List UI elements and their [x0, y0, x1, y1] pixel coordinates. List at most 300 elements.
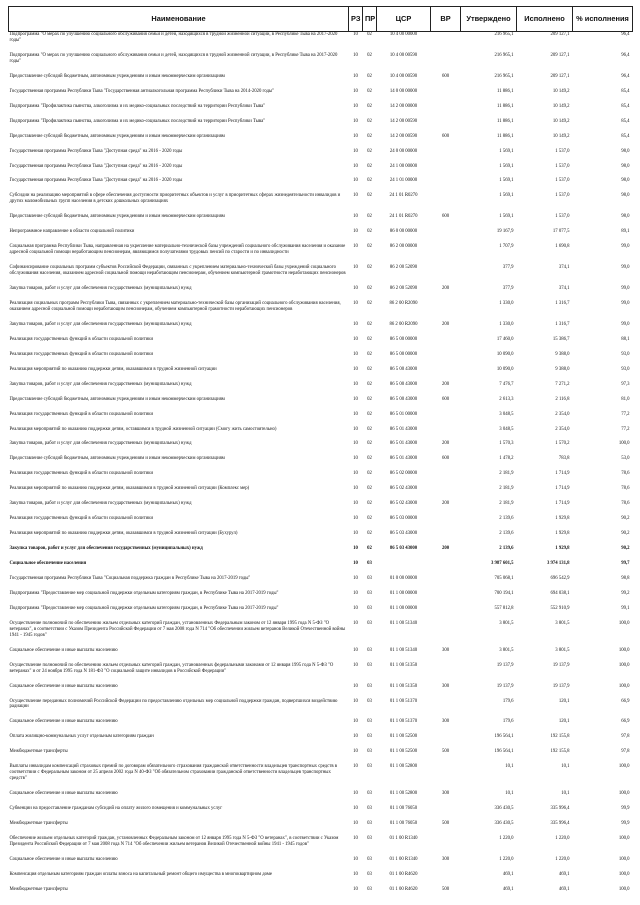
- row-name: Межбюджетные трансферты: [9, 749, 68, 755]
- row-executed: 1 537,0: [555, 193, 570, 199]
- row-vr: 300: [441, 791, 450, 797]
- row-percent: 100,0: [618, 647, 630, 653]
- row-name: Подпрограмма "Предоставление мер социальной поддержки отдельным категориям граждан, в Республике Тыва на 2017-2019 годы": [9, 591, 279, 597]
- row-csr: 86 5 03 43000: [389, 531, 418, 537]
- row-rz: 10: [353, 118, 358, 124]
- row-name: Обеспечение жильем отдельных категорий граждан, установленных Федеральным законом от 12 января 1995 года N 5-ФЗ "О ветеранах", в соответствии с Указом Президента Российской Федерации от 7 мая 2008 года N 714 "Об обеспечении жильем ветеранов Великой Отечественной войны 1941 - 1945 годов": [9, 835, 339, 847]
- row-name: Государственная программа Республики Тыва "Доступная среда" на 2016 - 2020 годы: [9, 178, 183, 184]
- table-row: [9, 591, 633, 606]
- row-pr: 02: [367, 381, 372, 387]
- row-vr: [431, 89, 461, 104]
- row-approved: 11 886,1: [497, 103, 514, 109]
- row-csr: 86 5 02 43000: [389, 501, 418, 507]
- row-vr: [431, 663, 461, 684]
- row-pr: 02: [367, 441, 372, 447]
- row-pr: 03: [367, 821, 372, 826]
- row-percent: 81,0: [621, 396, 630, 402]
- row-name: Субвенции на предоставление гражданам субсидий на оплату жилого помещения и коммунальных услуг: [9, 806, 223, 812]
- row-csr: 01 1 00 51370: [389, 719, 418, 725]
- row-pr: 03: [367, 835, 372, 841]
- row-name: Реализация мероприятий по оказанию поддержки детям, оставшимся в трудной жизненной ситуации (Смогу жить самостоятельно): [9, 426, 277, 432]
- row-percent: 100,0: [618, 886, 630, 892]
- table-row: [9, 286, 633, 301]
- row-pr: 02: [367, 133, 372, 139]
- row-name: Подпрограмма "О мерах по улучшению социального обслуживания семьи и детей, находящихся в трудной жизненной ситуации, в Республике Тыва на 2017-2020 годы": [9, 52, 338, 64]
- row-name: Закупка товаров, работ и услуг для обеспечения государственных (муниципальных) нужд: [9, 546, 203, 552]
- row-name: Предоставление субсидий бюджетным, автономным учреждениям и иным некоммерческим организациям: [9, 133, 225, 139]
- row-csr: 14 2 00 00590: [389, 133, 418, 139]
- row-approved: 19 137,9: [496, 662, 514, 668]
- table-row: [9, 531, 633, 546]
- row-rz: 10: [353, 411, 358, 417]
- row-approved: 216 965,1: [494, 52, 514, 58]
- row-percent: 96,4: [621, 52, 630, 58]
- row-pr: 03: [367, 561, 372, 567]
- row-rz: 10: [353, 214, 358, 220]
- table-row: [9, 104, 633, 119]
- row-percent: 100,0: [618, 871, 630, 877]
- row-percent: 99,9: [621, 821, 630, 826]
- row-approved: 2 139,6: [499, 546, 514, 552]
- row-percent: 99,0: [621, 285, 630, 291]
- row-executed: 1 690,8: [555, 244, 570, 250]
- row-csr: 86 0 00 00000: [389, 229, 418, 235]
- row-name: Осуществление полномочий по обеспечению жильем отдельных категорий граждан, установленных федеральными законами от 12 января 1995 года N 5-ФЗ "О ветеранах" и от 24 ноября 1995 года N 181-ФЗ "О социальной защите инвалидов в Российской Федерации": [9, 662, 334, 674]
- row-pr: 02: [367, 118, 372, 124]
- row-pr: 02: [367, 411, 372, 417]
- row-name: Реализация государственных функций в области социальной политики: [9, 351, 154, 357]
- row-pr: 02: [367, 244, 372, 250]
- row-executed: 374,1: [558, 265, 570, 271]
- row-rz: 10: [353, 647, 358, 653]
- row-approved: 7 476,7: [499, 381, 514, 387]
- row-pr: 03: [367, 734, 372, 740]
- row-executed: 552 910,9: [550, 606, 570, 612]
- row-executed: 10 149,2: [552, 118, 570, 124]
- row-vr: 300: [441, 856, 450, 862]
- row-name: Закупка товаров, работ и услуг для обеспечения государственных (муниципальных) нужд: [9, 381, 192, 387]
- row-percent: 85,4: [621, 133, 630, 139]
- row-pr: 03: [367, 764, 372, 770]
- header-name: Наименование: [9, 7, 349, 32]
- row-pr: 02: [367, 351, 372, 357]
- table-row: [9, 134, 633, 149]
- row-rz: 10: [353, 546, 358, 552]
- row-rz: 10: [353, 163, 358, 169]
- row-rz: 10: [353, 791, 358, 797]
- row-name: Закупка товаров, работ и услуг для обеспечения государственных (муниципальных) нужд: [9, 441, 192, 447]
- row-approved: 1 330,0: [499, 321, 514, 327]
- row-name: Закупка товаров, работ и услуг для обеспечения государственных (муниципальных) нужд: [9, 321, 192, 327]
- header-executed: Исполнено: [517, 7, 573, 32]
- row-approved: 10 090,0: [496, 351, 514, 357]
- row-pr: 02: [367, 193, 372, 199]
- row-approved: 557 812,8: [494, 606, 514, 612]
- row-rz: 10: [353, 591, 358, 597]
- row-rz: 10: [353, 662, 358, 668]
- table-row: [9, 412, 633, 427]
- table-row: [9, 441, 633, 456]
- row-percent: 90,2: [621, 516, 630, 522]
- row-name: Реализация государственных функций в области социальной политики: [9, 516, 154, 522]
- row-vr: [431, 699, 461, 720]
- row-executed: 1 537,0: [555, 163, 570, 169]
- row-name: Предоставление субсидий бюджетным, автономным учреждениям и иным некоммерческим организациям: [9, 396, 225, 402]
- row-pr: 03: [367, 621, 372, 627]
- header-vr: ВР: [431, 7, 461, 32]
- row-executed: 2 354,0: [555, 411, 570, 417]
- row-rz: 10: [353, 698, 358, 704]
- table-row: [9, 749, 633, 764]
- header-pr: ПР: [363, 7, 377, 32]
- row-rz: 10: [353, 244, 358, 250]
- row-csr: 24 1 00 00000: [389, 163, 418, 169]
- row-csr: 24 1 01 R0270: [389, 193, 418, 199]
- row-vr: [431, 621, 461, 648]
- row-executed: 469,1: [558, 886, 570, 892]
- header-percent: % исполнения: [573, 7, 633, 32]
- row-rz: 10: [353, 856, 358, 862]
- row-rz: 10: [353, 52, 358, 58]
- row-vr: [431, 561, 461, 576]
- row-rz: 10: [353, 719, 358, 725]
- table-row: [9, 322, 633, 337]
- row-vr: 600: [441, 133, 450, 139]
- row-pr: 03: [367, 647, 372, 653]
- row-approved: 19 167,9: [496, 229, 514, 235]
- row-pr: 02: [367, 148, 372, 154]
- row-executed: 469,1: [558, 871, 570, 877]
- row-rz: 10: [353, 285, 358, 291]
- row-csr: 01 1 00 00000: [389, 591, 418, 597]
- row-pr: 03: [367, 806, 372, 812]
- table-row: [9, 501, 633, 516]
- row-vr: [431, 836, 461, 857]
- row-name: Подпрограмма "Профилактика пьянства, алкоголизма и их медико-социальных последствий на территории Республики Тыва": [9, 118, 266, 124]
- row-csr: 01 1 00 52800: [389, 764, 418, 770]
- row-approved: 336 430,5: [494, 821, 514, 826]
- row-pr: 02: [367, 300, 372, 306]
- row-executed: 10 149,2: [552, 103, 570, 109]
- table-row: [9, 244, 633, 265]
- row-percent: 99,9: [621, 806, 630, 812]
- row-csr: 86 5 00 43000: [389, 381, 418, 387]
- row-approved: 216 965,1: [494, 32, 514, 37]
- table-row: [9, 301, 633, 322]
- row-pr: 02: [367, 366, 372, 372]
- row-executed: 696 542,9: [550, 576, 570, 582]
- row-percent: 96,4: [621, 73, 630, 79]
- row-executed: 1 929,8: [555, 546, 570, 552]
- row-vr: [431, 301, 461, 322]
- row-executed: 1 714,9: [555, 471, 570, 477]
- row-rz: 10: [353, 486, 358, 492]
- row-vr: [431, 119, 461, 134]
- row-csr: 01 1 00 51340: [389, 621, 418, 627]
- row-rz: 10: [353, 606, 358, 612]
- row-executed: 120,1: [558, 719, 570, 725]
- row-rz: 10: [353, 683, 358, 689]
- row-approved: 2 181,9: [499, 486, 514, 492]
- row-executed: 19 137,9: [552, 683, 570, 689]
- row-executed: 1 537,0: [555, 214, 570, 220]
- row-vr: 200: [441, 321, 450, 327]
- row-pr: 03: [367, 871, 372, 877]
- row-pr: 03: [367, 791, 372, 797]
- row-csr: 14 2 00 00000: [389, 103, 418, 109]
- row-percent: 99,2: [621, 591, 630, 597]
- row-percent: 98,0: [621, 193, 630, 199]
- row-csr: 01 1 00 52500: [389, 749, 418, 755]
- row-executed: 1 929,8: [555, 516, 570, 522]
- row-executed: 1 316,7: [555, 300, 570, 306]
- row-csr: 01 1 00 00000: [389, 606, 418, 612]
- row-executed: 10 149,2: [552, 88, 570, 94]
- table-row: [9, 606, 633, 621]
- table-header-row: [9, 7, 633, 32]
- row-pr: 03: [367, 698, 372, 704]
- row-pr: 03: [367, 719, 372, 725]
- row-rz: 10: [353, 88, 358, 94]
- table-row: [9, 32, 633, 53]
- row-executed: 1 537,0: [555, 148, 570, 154]
- row-percent: 85,4: [621, 88, 630, 94]
- row-vr: [431, 516, 461, 531]
- row-rz: 10: [353, 531, 358, 537]
- row-rz: 10: [353, 193, 358, 199]
- row-name: Подпрограмма "Предоставление мер социальной поддержки отдельным категориям граждан, в Республике Тыва на 2017-2019 годы": [9, 606, 279, 612]
- row-executed: 3 974 131,8: [546, 561, 570, 567]
- table-row: [9, 382, 633, 397]
- header-approved: Утверждено: [461, 7, 517, 32]
- row-percent: 99,7: [621, 561, 630, 567]
- row-approved: 1 707,9: [499, 244, 514, 250]
- row-approved: 11 886,1: [497, 88, 514, 94]
- row-percent: 97,8: [621, 749, 630, 755]
- row-vr: 600: [441, 396, 450, 402]
- row-pr: 02: [367, 471, 372, 477]
- table-row: [9, 546, 633, 561]
- row-percent: 100,0: [618, 835, 630, 841]
- row-csr: 86 5 00 00000: [389, 336, 418, 342]
- row-name: Предоставление субсидий бюджетным, автономным учреждениям и иным некоммерческим организациям: [9, 214, 225, 220]
- row-vr: 300: [441, 719, 450, 725]
- row-rz: 10: [353, 178, 358, 184]
- row-percent: 53,0: [621, 456, 630, 462]
- row-vr: [431, 412, 461, 427]
- row-percent: 98,8: [621, 576, 630, 582]
- row-executed: 17 077,5: [552, 229, 570, 235]
- row-rz: 10: [353, 396, 358, 402]
- row-pr: 02: [367, 163, 372, 169]
- row-csr: 01 1 00 R4620: [389, 871, 418, 877]
- row-name: Государственная программа Республики Тыва "Социальная поддержка граждан в Республике Тыва на 2017-2019 годы": [9, 576, 251, 582]
- table-row: [9, 486, 633, 501]
- table-row: [9, 471, 633, 486]
- row-name: Государственная программа Республики Тыва "Государственная антиалкогольная программа Республики Тыва на 2014-2020 годы": [9, 88, 275, 94]
- table-row: [9, 427, 633, 442]
- row-approved: 1 569,1: [499, 178, 514, 184]
- row-rz: 10: [353, 32, 358, 37]
- row-executed: 209 127,1: [550, 73, 570, 79]
- table-row: [9, 764, 633, 791]
- row-executed: 192 155,8: [550, 749, 570, 755]
- row-approved: 469,1: [502, 871, 514, 877]
- row-percent: 66,9: [621, 698, 630, 704]
- row-executed: 1 570,2: [555, 441, 570, 447]
- row-vr: 600: [441, 456, 450, 462]
- row-percent: 78,6: [621, 501, 630, 507]
- row-vr: 600: [441, 73, 450, 79]
- row-percent: 99,0: [621, 321, 630, 327]
- row-vr: 500: [441, 749, 450, 755]
- table-row: [9, 352, 633, 367]
- row-csr: 01 1 00 51350: [389, 683, 418, 689]
- row-approved: 1 570,3: [499, 441, 514, 447]
- row-name: Социальное обеспечение и иные выплаты населению: [9, 683, 118, 689]
- row-approved: 336 430,5: [494, 806, 514, 812]
- row-executed: 209 127,1: [550, 32, 570, 37]
- row-vr: [431, 591, 461, 606]
- row-rz: 10: [353, 734, 358, 740]
- row-percent: 77,2: [621, 426, 630, 432]
- row-csr: 86 5 00 43000: [389, 366, 418, 372]
- row-rz: 10: [353, 265, 358, 271]
- row-vr: [431, 149, 461, 164]
- row-pr: 02: [367, 52, 372, 58]
- row-percent: 100,0: [618, 662, 630, 668]
- row-percent: 99,0: [621, 300, 630, 306]
- row-rz: 10: [353, 366, 358, 372]
- row-pr: 02: [367, 265, 372, 271]
- row-csr: 01 0 00 00000: [389, 576, 418, 582]
- row-pr: 02: [367, 229, 372, 235]
- row-approved: 3 987 601,5: [490, 561, 514, 567]
- row-vr: 500: [441, 886, 450, 892]
- row-name: Оплата жилищно-коммунальных услуг отдельным категориям граждан: [9, 734, 154, 740]
- row-percent: 97,8: [621, 734, 630, 740]
- row-executed: 1 537,0: [555, 178, 570, 184]
- row-percent: 100,0: [618, 621, 630, 627]
- row-approved: 1 569,1: [499, 214, 514, 220]
- row-executed: 9 388,0: [555, 366, 570, 372]
- table-row: [9, 397, 633, 412]
- row-rz: 10: [353, 456, 358, 462]
- row-csr: 24 1 01 00000: [389, 178, 418, 184]
- row-executed: 3 801,5: [555, 621, 570, 627]
- row-pr: 02: [367, 501, 372, 507]
- row-rz: 10: [353, 300, 358, 306]
- row-approved: 196 564,1: [494, 749, 514, 755]
- row-name: Реализация государственных функций в области социальной политики: [9, 471, 154, 477]
- row-vr: [431, 486, 461, 501]
- row-vr: 200: [441, 501, 450, 507]
- row-approved: 377,9: [502, 285, 514, 291]
- row-pr: 03: [367, 606, 372, 612]
- row-executed: 1 220,0: [555, 856, 570, 862]
- row-executed: 19 137,9: [552, 662, 570, 668]
- row-approved: 2 181,9: [499, 471, 514, 477]
- row-rz: 10: [353, 73, 358, 79]
- row-percent: 78,6: [621, 471, 630, 477]
- row-percent: 88,1: [621, 336, 630, 342]
- row-name: Субсидии на реализацию мероприятий в сфере обеспечения доступности приоритетных объектов и услуг в приоритетных сферах жизнедеятельности инвалидов и других маломобильных групп населения в детских дошкольных организациях: [9, 193, 341, 205]
- row-csr: 86 5 01 00000: [389, 411, 418, 417]
- row-executed: 192 155,8: [550, 734, 570, 740]
- row-percent: 100,0: [618, 441, 630, 447]
- row-executed: 1 714,9: [555, 501, 570, 507]
- row-approved: 1 330,0: [499, 300, 514, 306]
- row-approved: 2 181,9: [499, 501, 514, 507]
- row-rz: 10: [353, 321, 358, 327]
- row-pr: 03: [367, 749, 372, 755]
- row-percent: 99,0: [621, 244, 630, 250]
- table-row: [9, 621, 633, 648]
- row-approved: 10,1: [505, 764, 514, 770]
- row-vr: 200: [441, 381, 450, 387]
- row-approved: 469,1: [502, 886, 514, 892]
- table-row: [9, 561, 633, 576]
- row-approved: 1 569,1: [499, 193, 514, 199]
- row-vr: 200: [441, 546, 450, 552]
- row-pr: 03: [367, 576, 372, 582]
- table-row: [9, 149, 633, 164]
- row-approved: 377,9: [502, 265, 514, 271]
- row-csr: 86 5 02 00000: [389, 471, 418, 477]
- row-csr: 86 5 03 00000: [389, 516, 418, 522]
- row-csr: 01 1 00 76050: [389, 821, 418, 826]
- row-csr: 86 5 01 43000: [389, 441, 418, 447]
- table-body: [9, 32, 633, 902]
- row-name: Предоставление субсидий бюджетным, автономным учреждениям и иным некоммерческим организациям: [9, 456, 225, 462]
- row-pr: 02: [367, 178, 372, 184]
- row-pr: 02: [367, 456, 372, 462]
- table-row: [9, 74, 633, 89]
- table-row: [9, 699, 633, 720]
- table-row: [9, 89, 633, 104]
- row-percent: 100,0: [618, 856, 630, 862]
- row-executed: 3 801,5: [555, 647, 570, 653]
- row-approved: 216 965,1: [494, 73, 514, 79]
- row-vr: [431, 337, 461, 352]
- row-percent: 93,0: [621, 366, 630, 372]
- row-vr: 200: [441, 285, 450, 291]
- row-csr: 14 0 00 00000: [389, 88, 418, 94]
- row-rz: 10: [353, 516, 358, 522]
- row-vr: [431, 367, 461, 382]
- row-csr: 01 1 00 51350: [389, 662, 418, 668]
- row-csr: 86 2 00 00000: [389, 244, 418, 250]
- table-row: [9, 178, 633, 193]
- row-name: Реализация социальных программ Республики Тыва, связанных с укреплением материально-технической базы организаций социального обслуживания населения, оказанием адресной социальной помощи неработающим пенсионерам, обучением компьютерной грамотности неработающих пенсионеров: [9, 300, 341, 312]
- row-name: Социальное обеспечение населения: [9, 561, 87, 567]
- row-approved: 1 220,0: [499, 835, 514, 841]
- row-approved: 3 048,5: [499, 411, 514, 417]
- row-approved: 2 613,3: [499, 396, 514, 402]
- row-approved: 700 194,1: [494, 591, 514, 597]
- row-pr: 02: [367, 73, 372, 79]
- table-row: [9, 857, 633, 872]
- table-row: [9, 119, 633, 134]
- row-percent: 98,0: [621, 163, 630, 169]
- row-vr: [431, 352, 461, 367]
- row-vr: [431, 53, 461, 74]
- row-csr: 24 1 01 R0270: [389, 214, 418, 220]
- row-csr: 01 1 00 52800: [389, 791, 418, 797]
- row-approved: 1 220,0: [499, 856, 514, 862]
- row-pr: 02: [367, 531, 372, 537]
- table-row: [9, 719, 633, 734]
